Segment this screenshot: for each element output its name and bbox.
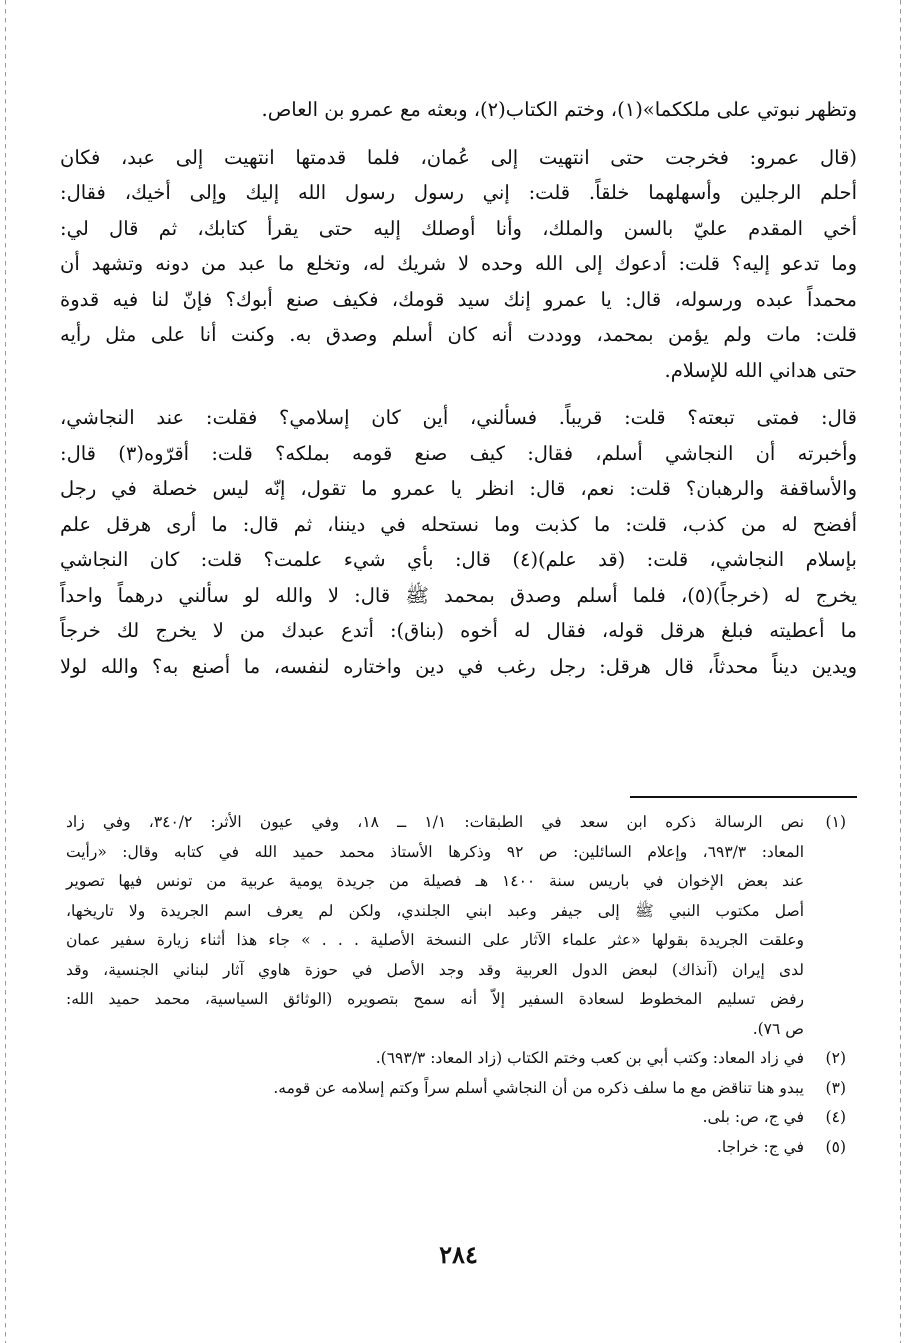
text-line: وتظهر نبوتي على ملككما»(١)، وختم الكتاب(٢)، وبعثه مع عمرو بن العاص. <box>261 98 857 121</box>
footnote-3 <box>66 1074 846 1104</box>
footnote-number: (٤) <box>825 1108 846 1126</box>
footnote-line: لدى إيران (آنذاك) لبعض الدول العربية وقد وجد الأصل في حوزة هاوي آثار لبناني الجنسية، وقد <box>66 960 804 979</box>
text-line: ويدين ديناً محدثاً، قال هرقل: رجل رغب في دين واختاره لنفسه، ما أصنع به؟ والله لولا <box>60 654 857 678</box>
footnote-number: (٢) <box>825 1049 846 1067</box>
footnote-number: (٥) <box>825 1137 846 1156</box>
footnote-line: وعلقت الجريدة بقولها «عثر علماء الآثار على النسخة الأصلية . . . » جاء هذا أثناء زيارة سفير عمان <box>66 931 804 949</box>
main-text <box>60 92 857 688</box>
footnote-4 <box>66 1103 846 1133</box>
text-line: أفضح له من كذب، قلت: ما كذبت وما نستحله في ديننا، ثم قال: ما أرى هرقل علم <box>60 512 857 536</box>
paragraph-2 <box>60 140 857 389</box>
footnote-line: يبدو هنا تناقض مع ما سلف ذكره من أن النجاشي أسلم سراً وكتم إسلامه عن قومه. <box>273 1078 804 1097</box>
text-line: يخرج له (خرجاً)(٥)، فلما أسلم وصدق بمحمد ﷺ قال: لا والله لو سألني درهماً واحداً <box>60 583 857 607</box>
text-line: قلت: مات ولم يؤمن بمحمد، ووددت أنه كان أسلم وصدق به. وكنت أنا على مثل رأيه <box>60 323 857 346</box>
text-line: حتى هداني الله للإسلام. <box>664 358 857 382</box>
footnote-line: أصل مكتوب النبي ﷺ إلى جيفر وعبد ابني الجلندي، ولكن لم يعرف اسم الجريدة ولا تاريخها، <box>66 901 804 920</box>
footnote-line: في ج: خراجا. <box>716 1137 804 1156</box>
scan-edge-left <box>5 0 6 1343</box>
text-line: محمداً عبده ورسوله، قال: يا عمرو إنك سيد قومك، فكيف صنع أبوك؟ فإنّ لنا فيه قدوة <box>60 287 857 311</box>
footnote-number: (٣) <box>825 1078 846 1097</box>
footnote-2 <box>66 1044 846 1074</box>
footnote-line: ص ٧٦). <box>752 1019 804 1038</box>
footnote-line: عند بعض الإخوان في باريس سنة ١٤٠٠ هـ فصيلة من جريدة يومية عربية من تونس فيها تصوير <box>66 872 804 890</box>
text-line: (قال عمرو: فخرجت حتى انتهيت إلى عُمان، فلما قدمتها انتهيت إلى عبد، فكان <box>60 145 857 169</box>
footnote-line: في ج، ص: بلى. <box>702 1108 804 1126</box>
text-line: وأخبرته أن النجاشي أسلم، فقال: كيف صنع قومه بملكه؟ قلت: أقرّوه(٣) قال: <box>60 441 857 465</box>
footnote-line: نص الرسالة ذكره ابن سعد في الطبقات: ١/١ ــ ١٨، وفي عيون الأثر: ٣٤٠/٢، وفي زاد <box>66 813 805 831</box>
paragraph-1 <box>60 92 857 128</box>
text-line: أحلم الرجلين وأسهلهما خلقاً. قلت: إني رسول رسول الله إليك وإلى أخيك، فقال: <box>60 181 857 204</box>
footnotes <box>66 808 846 1162</box>
footnote-number: (١) <box>825 813 846 831</box>
text-line: والأساقفة والرهبان؟ قلت: نعم، قال: انظر يا عمرو ما تقول، إنّه ليس خصلة في رجل <box>60 477 857 500</box>
text-line: بإسلام النجاشي، قلت: (قد علم)(٤) قال: بأي شيء علمت؟ قلت: كان النجاشي <box>60 548 857 571</box>
footnote-separator <box>630 796 857 798</box>
text-line: وما تدعو إليه؟ قلت: أدعوك إلى الله وحده لا شريك له، وتخلع ما عبد من دونه وتشهد أن <box>60 252 857 275</box>
paragraph-3 <box>60 400 857 684</box>
footnote-5 <box>66 1133 846 1163</box>
footnote-line: المعاد: ٦٩٣/٣، وإعلام السائلين: ص ٩٢ وذكرها الأستاذ محمد حميد الله في كتابه وقال: «رأيت <box>66 842 805 861</box>
footnote-1 <box>66 808 846 1044</box>
footnote-line: في زاد المعاد: وكتب أبي بن كعب وختم الكتاب (زاد المعاد: ٦٩٣/٣). <box>375 1049 804 1067</box>
footnote-line: رفض تسليم المخطوط لسعادة السفير إلاّ أنه سمح بتصويره (الوثائق السياسية، محمد حميد الله: <box>66 990 804 1008</box>
text-line: أخي المقدم عليّ بالسن والملك، وأنا أوصلك إليه حتى يقرأ كتابك، ثم قال لي: <box>60 216 857 240</box>
scan-edge-right <box>900 0 901 1343</box>
page-number: ٢٨٤ <box>439 1240 478 1269</box>
text-line: قال: فمتى تبعته؟ قلت: قريباً. فسألني، أين كان إسلامي؟ فقلت: عند النجاشي، <box>60 406 857 429</box>
text-line: ما أعطيته فبلغ هرقل قوله، فقال له أخوه (بناق): أتدع عبدك من لا يخرج لك خرجاً <box>60 619 857 642</box>
